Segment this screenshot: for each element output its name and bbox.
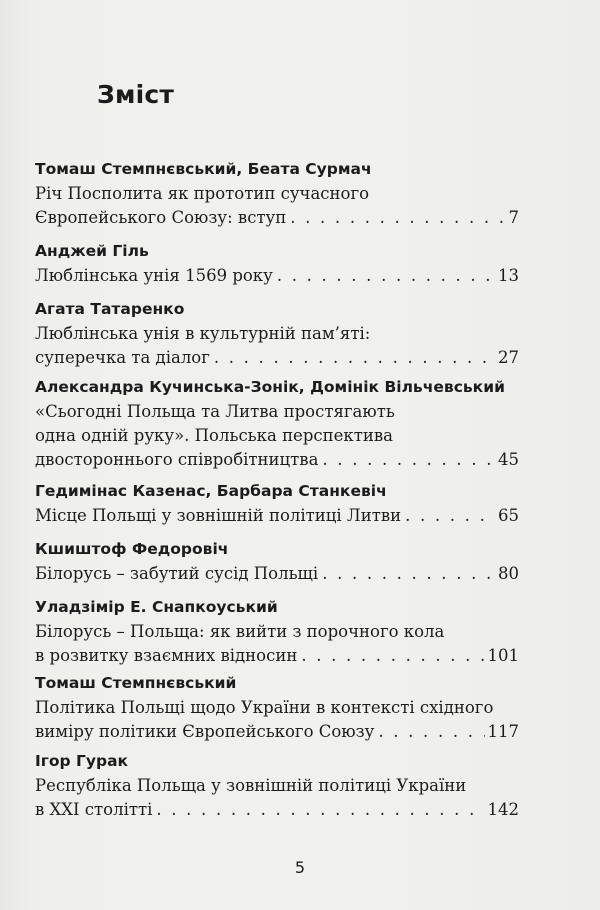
entry-author: Гедимінас Казенас, Барбара Станкевіч <box>35 482 387 500</box>
entry-author: Томаш Стемпнєвський, Беата Сурмач <box>35 160 372 178</box>
toc-entry[interactable] <box>35 748 519 822</box>
entry-page-number: 142 <box>487 800 519 819</box>
toc-entry[interactable] <box>35 374 519 472</box>
entry-title-last-line <box>35 346 519 370</box>
entry-title-line: Політика Польщі щодо України в контексті східного <box>35 698 494 717</box>
toc-entry[interactable] <box>35 238 519 288</box>
entry-author: Уладзімір Е. Снапкоуський <box>35 598 278 616</box>
entry-page-number: 65 <box>498 506 519 525</box>
toc-entry[interactable] <box>35 478 519 528</box>
entry-title-last-line <box>35 448 519 472</box>
entry-title-line: Люблінська унія в культурній пам’яті: <box>35 324 371 343</box>
entry-page-number: 27 <box>498 348 519 367</box>
entry-title-last-line <box>35 562 519 586</box>
toc-entry[interactable] <box>35 536 519 586</box>
entry-title-last-line <box>35 798 519 822</box>
entry-title-line: Республіка Польща у зовнішній політиці України <box>35 776 467 795</box>
dot-leader <box>290 206 505 230</box>
entry-title-line: суперечка та діалог <box>35 348 210 367</box>
entry-title-line: Європейського Союзу: вступ <box>35 208 287 227</box>
entry-title-line: виміру політики Європейського Союзу <box>35 722 375 741</box>
toc-entry[interactable] <box>35 594 519 668</box>
entry-title-line: Люблінська унія 1569 року <box>35 266 273 285</box>
entry-title-line: Річ Посполита як прототип сучасного <box>35 184 370 203</box>
entry-title-line: одна одній руку». Польська перспектива <box>35 426 393 445</box>
toc-entry[interactable] <box>35 156 519 230</box>
entry-title-line: «Сьогодні Польща та Литва простягають <box>35 402 395 421</box>
entry-page-number: 101 <box>487 646 519 665</box>
page-title: Зміст <box>97 80 175 109</box>
dot-leader <box>214 346 495 370</box>
entry-title-last-line <box>35 264 519 288</box>
toc-entry[interactable] <box>35 296 519 370</box>
entry-title-line: в розвитку взаємних відносин <box>35 646 298 665</box>
entry-title-last-line <box>35 206 519 230</box>
dot-leader <box>277 264 495 288</box>
entry-page-number: 45 <box>498 450 519 469</box>
entry-title-last-line <box>35 720 519 744</box>
entry-author: Ігор Гурак <box>35 752 129 770</box>
entry-title-line: двостороннього співробітництва <box>35 450 319 469</box>
entry-title-last-line <box>35 504 519 528</box>
entry-page-number: 13 <box>498 266 519 285</box>
entry-author: Кшиштоф Федоровіч <box>35 540 229 558</box>
entry-author: Агата Татаренко <box>35 300 185 318</box>
entry-author: Анджей Гіль <box>35 242 149 260</box>
entry-page-number: 7 <box>508 208 519 227</box>
entry-title-line: Місце Польщі у зовнішній політиці Литви <box>35 506 402 525</box>
dot-leader <box>405 504 495 528</box>
dot-leader <box>322 448 495 472</box>
entry-author: Томаш Стемпнєвський <box>35 674 237 692</box>
toc-entry[interactable] <box>35 670 519 744</box>
entry-page-number: 80 <box>498 564 519 583</box>
entry-author: Александра Кучинська-Зонік, Домінік Вільчевський <box>35 378 505 396</box>
dot-leader <box>322 562 495 586</box>
entry-title-line: Білорусь – забутий сусід Польщі <box>35 564 319 583</box>
entry-title-line: в XXI столітті <box>35 800 153 819</box>
dot-leader <box>156 798 484 822</box>
page-number: 5 <box>294 858 306 877</box>
entry-title-last-line <box>35 644 519 668</box>
dot-leader <box>378 720 484 744</box>
dot-leader <box>301 644 484 668</box>
entry-page-number: 117 <box>487 722 519 741</box>
entry-title-line: Білорусь – Польща: як вийти з порочного кола <box>35 622 445 641</box>
